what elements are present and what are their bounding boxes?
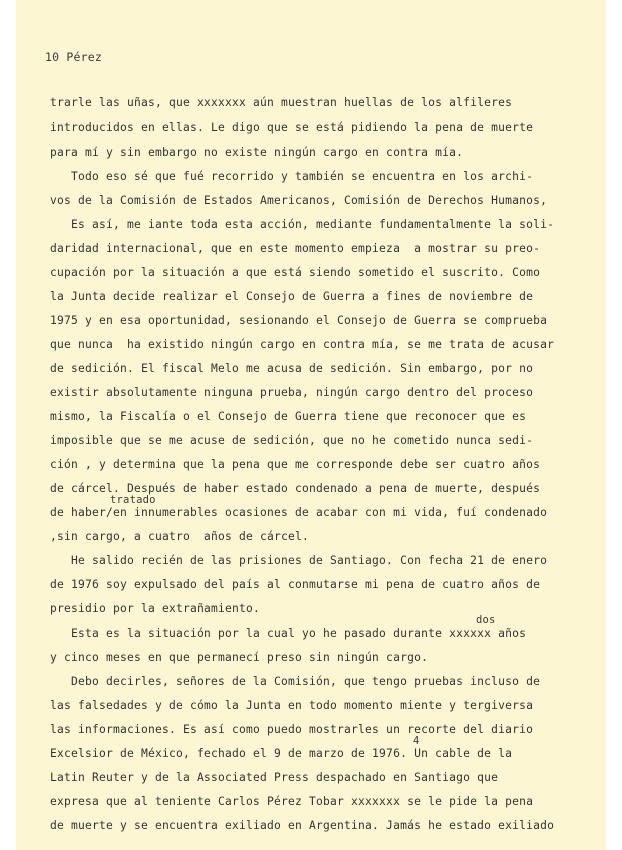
text-line: Es así, me iante toda esta acción, mediante fundamentalmente la soli- — [50, 218, 555, 231]
text-line: daridad internacional, que en este momento empieza a mostrar su preo- — [50, 242, 541, 255]
text-line: ción , y determina que la pena que me corresponde debe ser cuatro años — [50, 458, 541, 471]
text-line: He salido recién de las prisiones de Santiago. Con fecha 21 de enero — [50, 554, 548, 567]
text-line: que nunca ha existido ningún cargo en contra mía, se me trata de acusar — [50, 338, 555, 351]
handwritten-insertion: 4 — [413, 735, 420, 747]
text-line: 1975 y en esa oportunidad, sesionando el Consejo de Guerra se comprueba — [50, 314, 548, 327]
text-line: las falsedades y de cómo la Junta en todo momento miente y tergiversa — [50, 699, 534, 712]
text-line: expresa que al teniente Carlos Pérez Tobar xxxxxxx se le pide la pena — [50, 795, 534, 808]
text-line: para mí y sin embargo no existe ningún cargo en contra mía. — [50, 146, 464, 159]
text-line: trarle las uñas, que xxxxxxx aún muestran huellas de los alfileres — [50, 96, 513, 109]
text-line: existir absolutamente ninguna prueba, ningún cargo dentro del proceso — [50, 386, 534, 399]
text-line: de muerte y se encuentra exiliado en Argentina. Jamás he estado exiliado — [50, 819, 555, 832]
text-line: cupación por la situación a que está siendo sometido el suscrito. Como — [50, 266, 541, 279]
text-line: de sedición. El fiscal Melo me acusa de sedición. Sin embargo, por no — [50, 362, 534, 375]
handwritten-insertion: dos — [476, 614, 496, 626]
text-line: de 1976 soy expulsado del país al conmutarse mi pena de cuatro años de — [50, 578, 541, 591]
text-line: Excelsior de México, fechado el 9 de marzo de 1976. Un cable de la — [50, 747, 513, 760]
text-line: Debo decirles, señores de la Comisión, que tengo pruebas incluso de — [50, 675, 541, 688]
text-line: Todo eso sé que fué recorrido y también se encuentra en los archi- — [50, 170, 534, 183]
text-line: vos de la Comisión de Estados Americanos, Comisión de Derechos Humanos, — [50, 194, 548, 207]
text-line: la Junta decide realizar el Consejo de Guerra a fines de noviembre de — [50, 290, 534, 303]
text-line: imposible que se me acuse de sedición, que no he cometido nunca sedi- — [50, 434, 534, 447]
text-line: de haber/en innumerables ocasiones de acabar con mi vida, fuí condenado — [50, 506, 548, 519]
text-line: de cárcel. Después de haber estado condenado a pena de muerte, después — [50, 482, 541, 495]
text-line: presidio por la extrañamiento. — [50, 602, 261, 615]
handwritten-insertion: tratado — [110, 494, 156, 506]
document-page — [16, 0, 606, 850]
text-line: ,sin cargo, a cuatro años de cárcel. — [50, 530, 310, 543]
text-line: y cinco meses en que permanecí preso sin ningún cargo. — [50, 651, 429, 664]
text-line: mismo, la Fiscalía o el Consejo de Guerra tiene que reconocer que es — [50, 410, 527, 423]
text-line: Latin Reuter y de la Associated Press despachado en Santiago que — [50, 771, 499, 784]
text-line: las informaciones. Es así como puedo mostrarles un recorte del diario — [50, 723, 534, 736]
text-line: Esta es la situación por la cual yo he pasado durante xxxxxx años — [50, 627, 527, 640]
page-header: 10 Pérez — [45, 50, 102, 64]
text-line: introducidos en ellas. Le digo que se está pidiendo la pena de muerte — [50, 121, 534, 134]
